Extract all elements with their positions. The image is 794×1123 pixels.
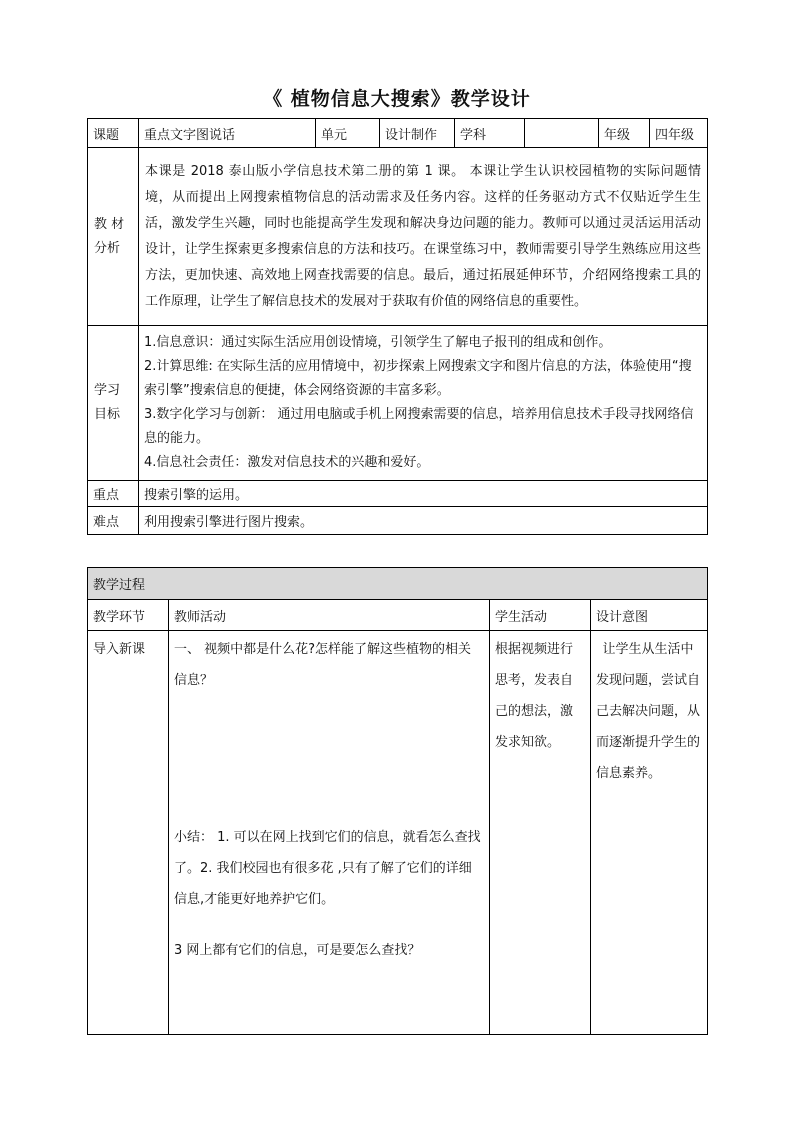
difficulty-value: 利用搜索引擎进行图片搜索。 <box>139 507 708 535</box>
page-title: 《 植物信息大搜索》教学设计 <box>263 88 531 110</box>
teacher-question: 一、 视频中都是什么花?怎样能了解这些植物的相关信息？ <box>174 642 472 688</box>
objectives-list <box>139 326 708 481</box>
key-point-value: 搜索引擎的运用。 <box>139 481 708 507</box>
grade-label: 年级 <box>599 119 650 148</box>
process-design-intent: 让学生从生活中发现问题，尝试自己去解决问题，从而逐渐提升学生的信息素养。 <box>591 631 708 1035</box>
process-header-teacher: 教师活动 <box>169 600 490 631</box>
process-teacher-activity <box>169 631 490 1035</box>
spacer <box>174 915 484 935</box>
material-row <box>88 148 708 326</box>
subject-label: 学科 <box>455 119 525 148</box>
process-section-title: 教学过程 <box>88 568 708 600</box>
teaching-process-table <box>87 567 708 1035</box>
teacher-followup: 3 网上都有它们的信息，可是要怎么查找？ <box>174 943 421 958</box>
objective-item: 1.信息意识：通过实际生活应用创设情境，引领学生了解电子报刊的组成和创作。 <box>144 335 612 350</box>
teacher-summary: 小结： 1. 可以在网上找到它们的信息，就看怎么查找了。2. 我们校园也有很多花 ,只有了解了它们的详细信息,才能更好地养护它们。 <box>174 830 481 907</box>
material-label-line1: 教 材 <box>94 216 125 232</box>
unit-value: 设计制作 <box>380 119 455 148</box>
process-stage: 导入新课 <box>88 631 169 1035</box>
header-row <box>88 119 708 148</box>
course-value: 重点文字图说话 <box>139 119 316 148</box>
objectives-label <box>88 326 139 481</box>
objectives-label-line2: 目标 <box>94 407 121 422</box>
subject-value <box>525 119 599 148</box>
material-text: 本课是 2018 泰山版小学信息技术第二册的第 1 课。 本课让学生认识校园植物的实际问题情境，从而提出上网搜索植物信息的活动需求及任务内容。这样的任务驱动方式不仅贴近学生生活，激发学生兴趣，同时也能提高学生发现和解决身边问题的能力。教师可以通过灵活运用活动设计，让学生探索更多搜索信息的方法和技巧。在课堂练习中，教师需要引导学生熟练应用这些方法，更加快速、高效地上网查找需要的信息。最后，通过拓展延伸环节，介绍网络搜索工具的工作原理，让学生了解信息技术的发展对于获取有价值的网络信息的重要性。 <box>139 148 708 326</box>
unit-label: 单元 <box>316 119 380 148</box>
process-student-activity: 根据视频进行思考，发表自己的想法，激发求知欲。 <box>490 631 591 1035</box>
objective-item: 4.信息社会责任：激发对信息技术的兴趣和爱好。 <box>144 455 430 470</box>
objectives-label-line1: 学习 <box>94 383 121 398</box>
process-title-row <box>88 568 708 600</box>
material-label <box>88 148 139 326</box>
objectives-row <box>88 326 708 481</box>
objective-item: 2.计算思维: 在实际生活的应用情境中，初步探索上网搜索文字和图片信息的方法，体验使用“搜索引擎”搜索信息的便捷，体会网络资源的丰富多彩。 <box>144 359 692 398</box>
objective-item: 3.数字化学习与创新： 通过用电脑或手机上网搜索需要的信息，培养用信息技术手段寻找网络信息的能力。 <box>144 407 694 446</box>
process-row <box>88 631 708 1035</box>
process-header-stage: 教学环节 <box>88 600 169 631</box>
spacer <box>174 696 484 822</box>
material-label-line2: 分析 <box>94 240 121 256</box>
process-header-intent: 设计意图 <box>591 600 708 631</box>
process-header-student: 学生活动 <box>490 600 591 631</box>
difficulty-label: 难点 <box>88 507 139 535</box>
key-point-label: 重点 <box>88 481 139 507</box>
process-header-row <box>88 600 708 631</box>
key-point-row <box>88 481 708 507</box>
lesson-info-table <box>87 118 708 535</box>
grade-value: 四年级 <box>650 119 708 148</box>
course-label: 课题 <box>88 119 139 148</box>
difficulty-row <box>88 507 708 535</box>
